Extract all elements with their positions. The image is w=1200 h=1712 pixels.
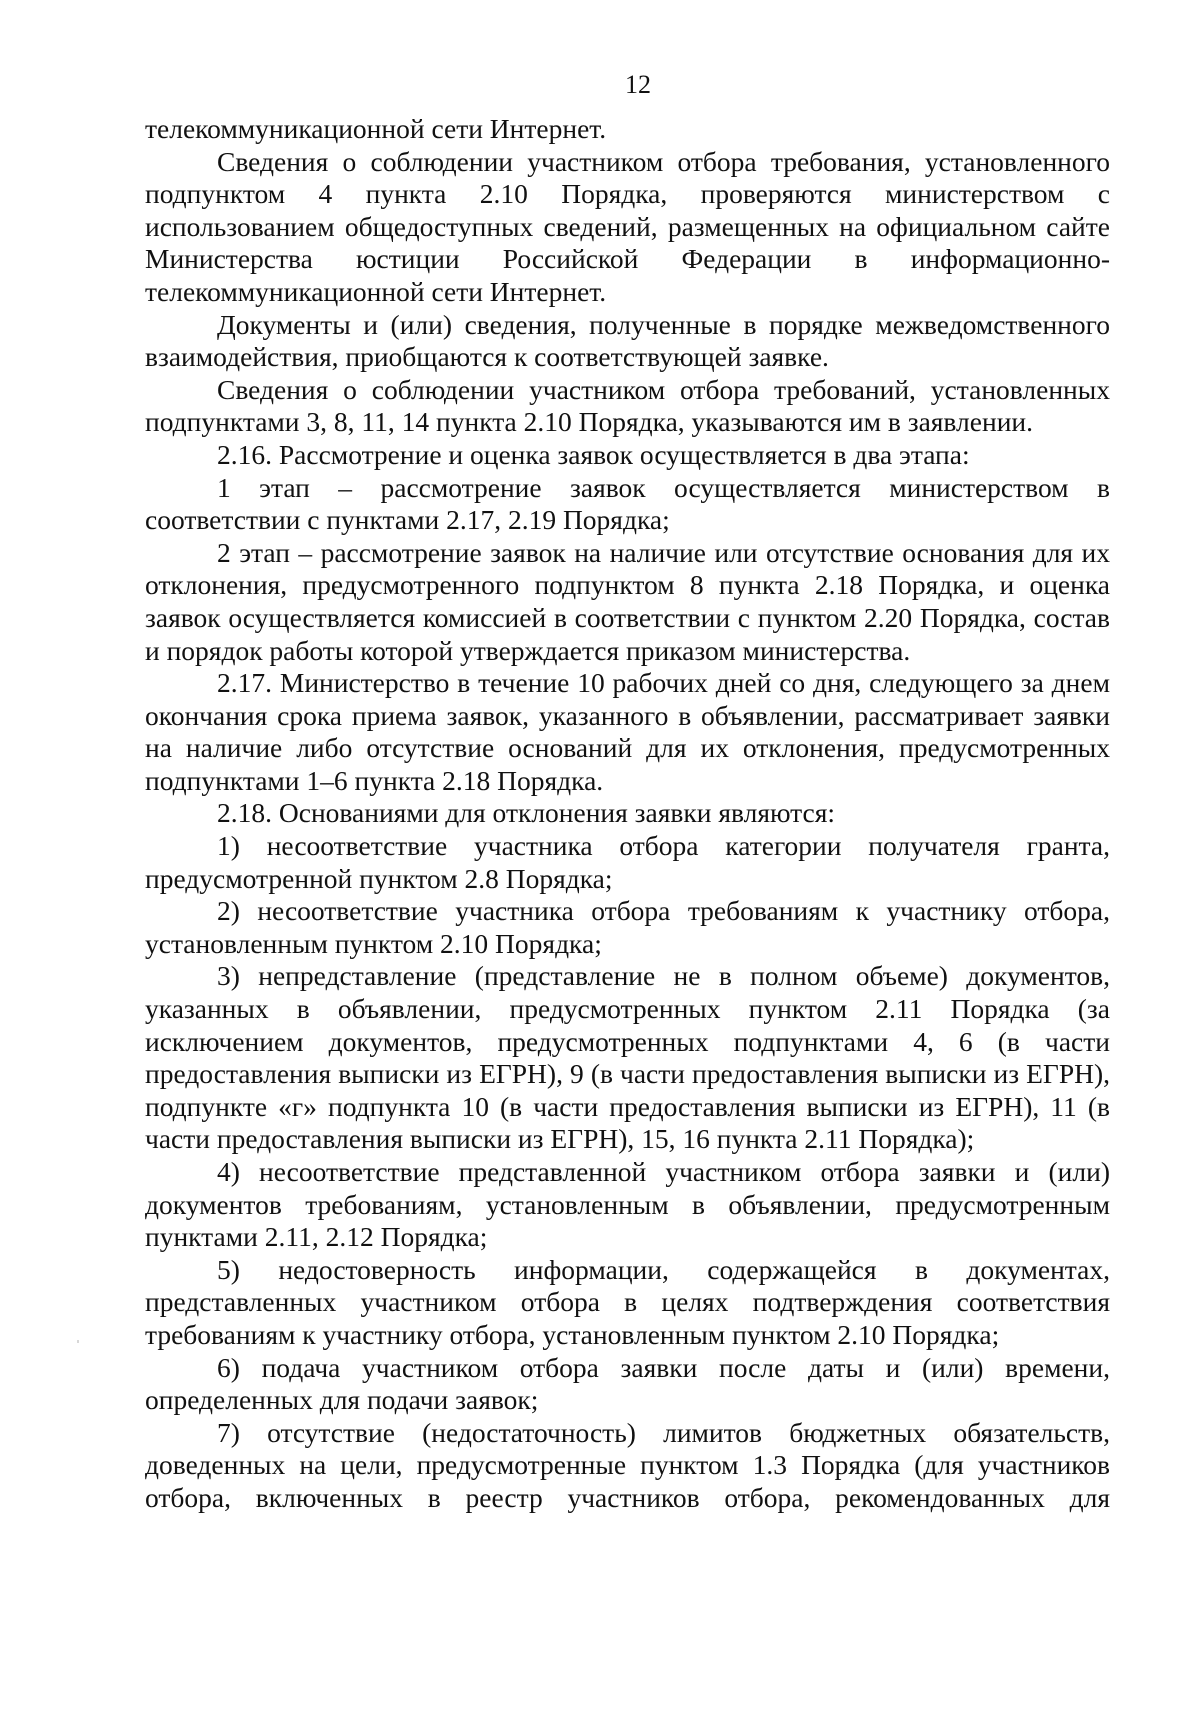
document-body (145, 113, 1110, 1515)
paragraph-stage-1: 1 этап – рассмотрение заявок осуществляется министерством в соответствии с пунктами 2.17, 2.19 Порядка; (145, 471, 1110, 536)
paragraph-stage-2: 2 этап – рассмотрение заявок на наличие или отсутствие основания для их отклонения, предусмотренного подпунктом 8 пункта 2.18 Порядка, и оценка заявок осуществляется комиссией в соответствии с пунктом 2.20 Порядка, состав и порядок работы которой утверждается приказом министерства. (145, 536, 1110, 666)
list-item-1: 1) несоответствие участника отбора категории получателя гранта, предусмотренной пунктом 2.8 Порядка; (145, 830, 1110, 894)
paragraph-2-17: 2.17. Министерство в течение 10 рабочих дней со дня, следующего за днем окончания срока приема заявок, указанного в объявлении, рассматривает заявки на наличие либо отсутствие оснований для их отклонения, предусмотренных подпунктами 1–6 пункта 2.18 Порядка. (145, 667, 1110, 796)
paragraph-interagency-documents: Документы и (или) сведения, полученные в порядке межведомственного взаимодействия, приобщаются к соответствующей заявке. (145, 308, 1110, 373)
paragraph-2-16: 2.16. Рассмотрение и оценка заявок осуществляется в два этапа: (217, 438, 970, 470)
list-item-7: 7) отсутствие (недостаточность) лимитов бюджетных обязательств, доведенных на цели, предусмотренные пунктом 1.3 Порядка (для участников отбора, включенных в реестр участников отбора, рекомендованных для (145, 1416, 1110, 1513)
paragraph-requirement-check: Сведения о соблюдении участником отбора требования, установленного подпунктом 4 пункта 2.10 Порядка, проверяются министерством с использованием общедоступных сведений, размещенных на официальном сайте Министерства юстиции Российской Федерации в информационно-телекоммуникационной сети Интернет. (145, 145, 1110, 307)
paragraph-continuation: телекоммуникационной сети Интернет. (145, 113, 607, 144)
paragraph-2-18: 2.18. Основаниями для отклонения заявки являются: (217, 797, 835, 829)
list-item-3: 3) непредставление (представление не в полном объеме) документов, указанных в объявлении, предусмотренных пунктом 2.11 Порядка (за исключением документов, предусмотренных подпунктами 4, 6 (в части предоставления выписки из ЕГРН), 9 (в части предоставления выписки из ЕГРН), подпункте «г» подпункта 10 (в части предоставления выписки из ЕГРН), 11 (в части предоставления выписки из ЕГРН), 15, 16 пункта 2.11 Порядка); (145, 960, 1110, 1155)
list-item-4: 4) несоответствие представленной участником отбора заявки и (или) документов требованиям, установленным в объявлении, предусмотренным пунктами 2.11, 2.12 Порядка; (145, 1156, 1110, 1253)
list-item-5: 5) недостоверность информации, содержащейся в документах, представленных участником отбора в целях подтверждения соответствия требованиям к участнику отбора, установленным пунктом 2.10 Порядка; (145, 1253, 1110, 1350)
paragraph-applicant-statement: Сведения о соблюдении участником отбора требований, установленных подпунктами 3, 8, 11, 14 пункта 2.10 Порядка, указываются им в заявлении. (145, 373, 1110, 438)
list-item-2: 2) несоответствие участника отбора требованиям к участнику отбора, установленным пунктом 2.10 Порядка; (145, 895, 1110, 959)
list-item-6: 6) подача участником отбора заявки после даты и (или) времени, определенных для подачи заявок; (145, 1351, 1110, 1416)
scan-speck (77, 1340, 79, 1343)
page-number: 12 (625, 70, 651, 99)
